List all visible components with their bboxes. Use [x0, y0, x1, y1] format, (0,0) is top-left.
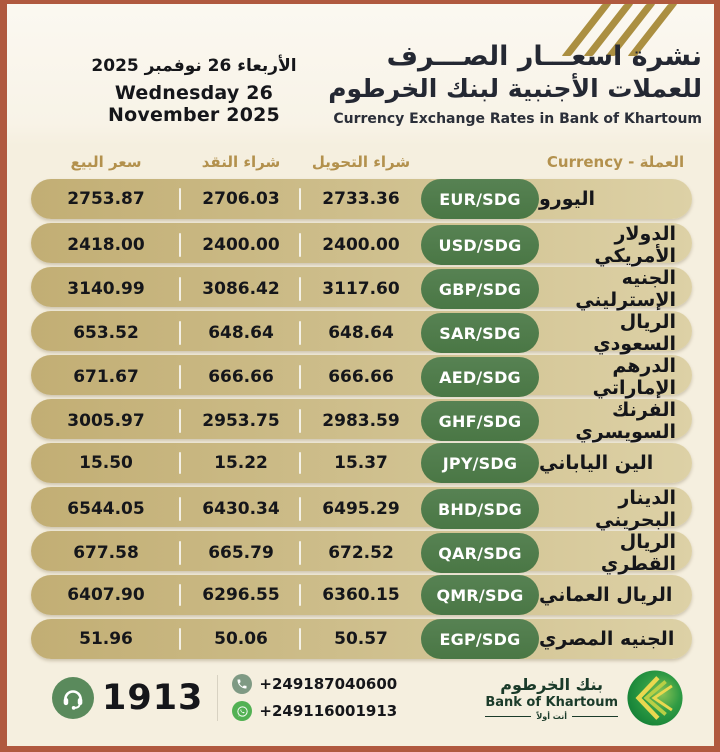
column-header-currency: العملة - Currency [546, 153, 685, 171]
sell-price-value: 6544.05 [31, 487, 181, 531]
currency-code-badge: EGP/SDG [421, 619, 539, 659]
footer-divider [217, 675, 218, 721]
column-header-transfer-buy: شراء التحويل [311, 153, 411, 171]
rates-table-body [31, 179, 692, 659]
transfer-buy-value: 2400.00 [322, 235, 400, 255]
currency-name-arabic: الدرهم الإماراتي [592, 355, 676, 399]
bank-logo-text [485, 675, 618, 721]
currency-name-arabic: الدينار البحريني [594, 487, 676, 531]
sell-price-value: 3140.99 [31, 267, 181, 311]
phone-contact [232, 674, 397, 694]
rate-row [31, 487, 692, 531]
page-title-arabic-line1: نشرة اسعـــار الصـــرف [386, 41, 702, 72]
sell-price-value: 2418.00 [31, 223, 181, 267]
rate-row [31, 223, 692, 267]
currency-code-badge: SAR/SDG [421, 313, 539, 353]
currency-code-badge: USD/SDG [421, 225, 539, 265]
bank-logo-sphere-icon [626, 669, 684, 727]
sell-price-value: 51.96 [31, 619, 181, 659]
table-column-headers [31, 145, 692, 179]
date-english: Wednesday 26 November 2025 [108, 82, 280, 126]
rates-table [7, 145, 714, 659]
currency-name-arabic: الجنيه الإسترليني [575, 267, 676, 311]
bank-name-arabic: بنك الخرطوم [500, 674, 604, 694]
currency-code-badge: BHD/SDG [421, 489, 539, 529]
bank-tagline-text: أنت أولاً [536, 711, 567, 721]
headset-icon [52, 677, 94, 719]
header [7, 4, 714, 145]
currency-code-badge: JPY/SDG [421, 443, 539, 483]
rate-row [31, 399, 692, 443]
transfer-buy-value: 6495.29 [322, 499, 400, 519]
currency-name-arabic: اليورو [539, 188, 596, 210]
currency-name-arabic: الدولار الأمريكي [594, 223, 676, 267]
currency-code-badge: GHF/SDG [421, 401, 539, 441]
tagline-dash [485, 716, 531, 717]
currency-name-arabic: الجنيه المصري [539, 628, 675, 650]
cash-buy-value: 6430.34 [181, 487, 301, 531]
currency-name-arabic: الريال السعودي [593, 311, 676, 355]
rate-row [31, 311, 692, 355]
currency-name-arabic: الفرنك السويسري [575, 399, 676, 443]
sell-price-value: 15.50 [31, 443, 181, 483]
bank-logo [485, 669, 692, 727]
currency-code-badge: QAR/SDG [421, 533, 539, 573]
whatsapp-number: +249116001913 [259, 702, 398, 720]
cash-buy-value: 50.06 [181, 619, 301, 659]
transfer-buy-value: 2733.36 [322, 189, 400, 209]
transfer-buy-value: 15.37 [334, 453, 388, 473]
cash-buy-value: 6296.55 [181, 575, 301, 615]
cash-buy-value: 2706.03 [181, 179, 301, 219]
rate-row [31, 355, 692, 399]
sell-price-value: 3005.97 [31, 399, 181, 443]
cash-buy-value: 3086.42 [181, 267, 301, 311]
currency-name-arabic: الين الياباني [539, 452, 654, 474]
sell-price-value: 653.52 [31, 311, 181, 355]
rate-row [31, 267, 692, 311]
sell-price-value: 671.67 [31, 355, 181, 399]
transfer-buy-value: 3117.60 [322, 279, 400, 299]
cash-buy-value: 666.66 [181, 355, 301, 399]
transfer-buy-value: 648.64 [328, 323, 394, 343]
transfer-buy-value: 666.66 [328, 367, 394, 387]
column-header-cash-buy: شراء النقد [201, 153, 281, 171]
tagline-dash [572, 716, 618, 717]
date-block [59, 56, 329, 126]
rate-row [31, 619, 692, 659]
currency-code-badge: AED/SDG [421, 357, 539, 397]
whatsapp-contact [232, 701, 397, 721]
hotline-number: 1913 [102, 677, 204, 718]
currency-code-badge: QMR/SDG [421, 575, 539, 615]
rate-row [31, 443, 692, 483]
transfer-buy-value: 50.57 [334, 629, 388, 649]
currency-name-arabic: الريال العماني [539, 584, 673, 606]
title-block [328, 40, 702, 127]
contact-numbers [232, 674, 397, 721]
rate-row [31, 531, 692, 575]
rate-row [31, 179, 692, 219]
page-title-arabic-line2: للعملات الأجنبية لبنك الخرطوم [328, 73, 702, 103]
cash-buy-value: 15.22 [181, 443, 301, 483]
currency-name-arabic: الريال القطري [600, 531, 676, 575]
rate-row [31, 575, 692, 615]
currency-code-badge: EUR/SDG [421, 179, 539, 219]
cash-buy-value: 2400.00 [181, 223, 301, 267]
sell-price-value: 6407.90 [31, 575, 181, 615]
sell-price-value: 677.58 [31, 531, 181, 575]
bank-tagline [485, 712, 618, 721]
cash-buy-value: 665.79 [181, 531, 301, 575]
page-subtitle-english: Currency Exchange Rates in Bank of Khartoum [333, 110, 702, 127]
cash-buy-value: 2953.75 [181, 399, 301, 443]
whatsapp-icon [232, 701, 252, 721]
transfer-buy-value: 672.52 [328, 543, 394, 563]
sell-price-value: 2753.87 [31, 179, 181, 219]
date-arabic: الأربعاء 26 نوفمبر 2025 [91, 56, 297, 76]
bank-name-english: Bank of Khartoum [485, 694, 618, 710]
footer [14, 657, 708, 746]
transfer-buy-value: 2983.59 [322, 411, 400, 431]
column-header-sell-price: سعر البيع [70, 153, 142, 171]
phone-icon [232, 674, 252, 694]
phone-number: +249187040600 [259, 675, 398, 693]
transfer-buy-value: 6360.15 [322, 585, 400, 605]
hotline-group [52, 677, 203, 719]
currency-code-badge: GBP/SDG [421, 269, 539, 309]
cash-buy-value: 648.64 [181, 311, 301, 355]
